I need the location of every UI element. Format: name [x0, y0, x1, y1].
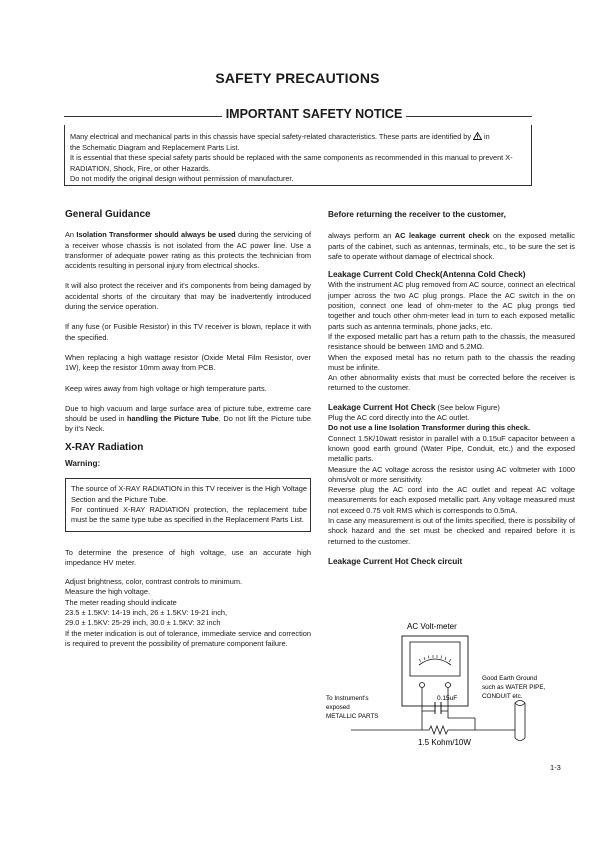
hot-check-p4: Measure the AC voltage across the resistor using AC voltmeter with 1000 ohms/volt or more sensitivity. — [328, 464, 575, 484]
xray-p2-line5: 29.0 ± 1.5KV: 25-29 inch, 30.0 ± 1.5KV: 32 inch — [65, 618, 221, 628]
general-p4: When replacing a high wattage resistor (Oxide Metal Film Resistor, over 1W), keep the resistor 10mm away from PCB. — [65, 352, 311, 373]
cold-check-p4: An other abnormality exists that must be corrected before the receiver is returned to the customer. — [328, 373, 575, 393]
general-p6: Due to high vacuum and large surface area of picture tube, extreme care should be used in handling the Picture Tube. Do not lift the Picture tube by it's Neck. — [65, 403, 311, 434]
meter-ticks — [419, 655, 451, 662]
left-label-2: exposed — [326, 704, 350, 711]
general-p5: Keep wires away from high voltage or high temperature parts. — [65, 383, 267, 393]
xray-p2-line2: Measure the high voltage. — [65, 587, 151, 597]
xray-p2-line3: The meter reading should indicate — [65, 597, 177, 607]
xray-p2-line1: Adjust brightness, color, contrast controls to minimum. — [65, 577, 243, 587]
notice-rule-left — [64, 116, 222, 117]
xray-heading: X-RAY Radiation — [65, 441, 144, 453]
xray-p2-line4: 23.5 ± 1.5KV: 14-19 inch, 26 ± 1.5KV: 19-21 inch, — [65, 608, 228, 618]
cold-check-p2: If the exposed metallic part has a return path to the chassis, the measured resistance should be between 1MΩ and 5.2MΩ. — [328, 331, 575, 352]
general-p3: If any fuse (or Fusible Resistor) in this TV receiver is blown, replace it with the specified. — [65, 322, 311, 342]
notice-title: IMPORTANT SAFETY NOTICE — [225, 107, 403, 121]
notice-line-1b: in — [484, 132, 490, 141]
notice-line-1a: Many electrical and mechanical parts in this chassis have special safety-related characteristics. These parts are identified by — [70, 132, 471, 141]
notice-header — [64, 107, 532, 125]
left-label-1: To Instrument's — [326, 695, 369, 702]
hot-check-p5: Reverse plug the AC cord into the AC outlet and repeat AC voltage measurements for each exposed metallic part. Any voltage measured must not exceed 0.75 volt RMS which is corresponds to 0.5mA. — [328, 485, 575, 515]
hot-check-heading-line — [328, 403, 575, 413]
left-label-3: METALLIC PARTS — [326, 713, 379, 720]
xray-box-p2: For continued X-RAY RADIATION protection, the replacement tube must be the same type tube as specified in the Replacement Parts List. — [71, 504, 307, 525]
resistor-label: 1.5 Kohm/10W — [418, 738, 471, 747]
hot-check-p3: Connect 1.5K/10watt resistor in parallel with a 0.15uF capacitor between a known good earth ground (Water Pipe, Conduit, etc.) and the exposed metallic parts. — [328, 433, 575, 464]
hot-check-p1: Plug the AC cord directly into the AC outlet. — [328, 413, 470, 423]
notice-rule-right — [406, 116, 532, 117]
meter-label: AC Volt-meter — [407, 622, 457, 631]
right-label-1: Good Earth Ground — [482, 675, 537, 682]
hot-check-p2: Do not use a line Isolation Transformer during this check. — [328, 423, 531, 433]
meter-terminal-left — [420, 683, 425, 688]
notice-line-1 — [70, 132, 526, 143]
cold-check-heading: Leakage Current Cold Check(Antenna Cold Check) — [328, 270, 526, 280]
xray-warning-box — [65, 478, 311, 531]
xray-warning-label: Warning: — [65, 459, 101, 469]
leakage-circuit-diagram — [325, 618, 575, 753]
notice-line-3: It is essential that these special safety parts should be replaced with the same components as recommended in this manual to prevent X-RADIATION, Shock, Fire, or other Hazards. — [70, 153, 513, 173]
circuit-heading: Leakage Current Hot Check circuit — [328, 556, 463, 566]
notice-box — [64, 125, 532, 186]
meter-scale — [419, 659, 451, 665]
general-p1: An Isolation Transformer should always be used during the servicing of a receiver whose chassis is not isolated from the AC power line. Use a transformer of adequate power rating as this protects the technician from accidents resulting in personal injury from electrical shocks. — [65, 230, 312, 271]
hot-check-p6: In case any measurement is out of the limits specified, there is possibility of shock hazard and the set must be checked and repaired before it is returned to the customer. — [328, 516, 575, 546]
water-pipe-icon — [515, 701, 525, 741]
capacitor-label: 0.15uF — [437, 695, 458, 702]
before-return-p1: always perform an AC leakage current check on the exposed metallic parts of the cabinet, such as antennas, terminals, etc., to be sure the set is safe to operate without damage of electrical shock. — [328, 231, 575, 261]
hot-check-heading-note: (See below Figure) — [435, 402, 500, 412]
notice-line-2: the Schematic Diagram and Replacement Parts List. — [70, 142, 240, 152]
left-column — [65, 210, 311, 649]
water-pipe-rim — [515, 703, 525, 706]
cold-check-p1: With the instrument AC plug removed from AC source, connect an electrical jumper across the two AC plug prongs. Place the AC switch in the on position, connect one lead of ohm-meter to the AC plug prongs tied together and touch other ohm-meter lead in turn to each exposed metallic parts such as antenna terminals, phone jacks, etc. — [328, 280, 575, 331]
xray-p2-line6: If the meter indication is out of tolerance, immediate service and correction is required to prevent the possibility of premature component failure. — [65, 628, 311, 648]
right-column — [328, 210, 575, 567]
before-return-heading: Before returning the receiver to the customer, — [328, 210, 506, 219]
meter-body — [402, 636, 468, 706]
right-label-2: such as WATER PIPE, — [482, 684, 546, 691]
hot-check-heading: Leakage Current Hot Check — [328, 402, 436, 412]
page-title: SAFETY PRECAUTIONS — [215, 70, 380, 86]
general-p2: It will also protect the receiver and it's components from being damaged by accidental shorts of the circuitary that may be inadvertently introduced during the service operation. — [65, 281, 311, 312]
meter-terminal-right — [446, 683, 451, 688]
page-number: 1-3 — [550, 763, 561, 772]
general-heading: General Guidance — [65, 209, 151, 220]
warning-triangle-icon — [473, 132, 482, 140]
notice-line-4: Do not modify the original design without permission of manufacturer. — [70, 174, 294, 184]
xray-box-p1: The source of X-RAY RADIATION in this TV receiver is the High Voltage Section and the Picture Tube. — [71, 484, 307, 504]
xray-p1: To determine the presence of high voltage, use an accurate high impedance HV meter. — [65, 547, 311, 567]
right-label-3: CONDUIT etc. — [482, 693, 523, 700]
cold-check-p3: When the exposed metal has no return path to the chassis the reading must be infinite. — [328, 352, 575, 372]
